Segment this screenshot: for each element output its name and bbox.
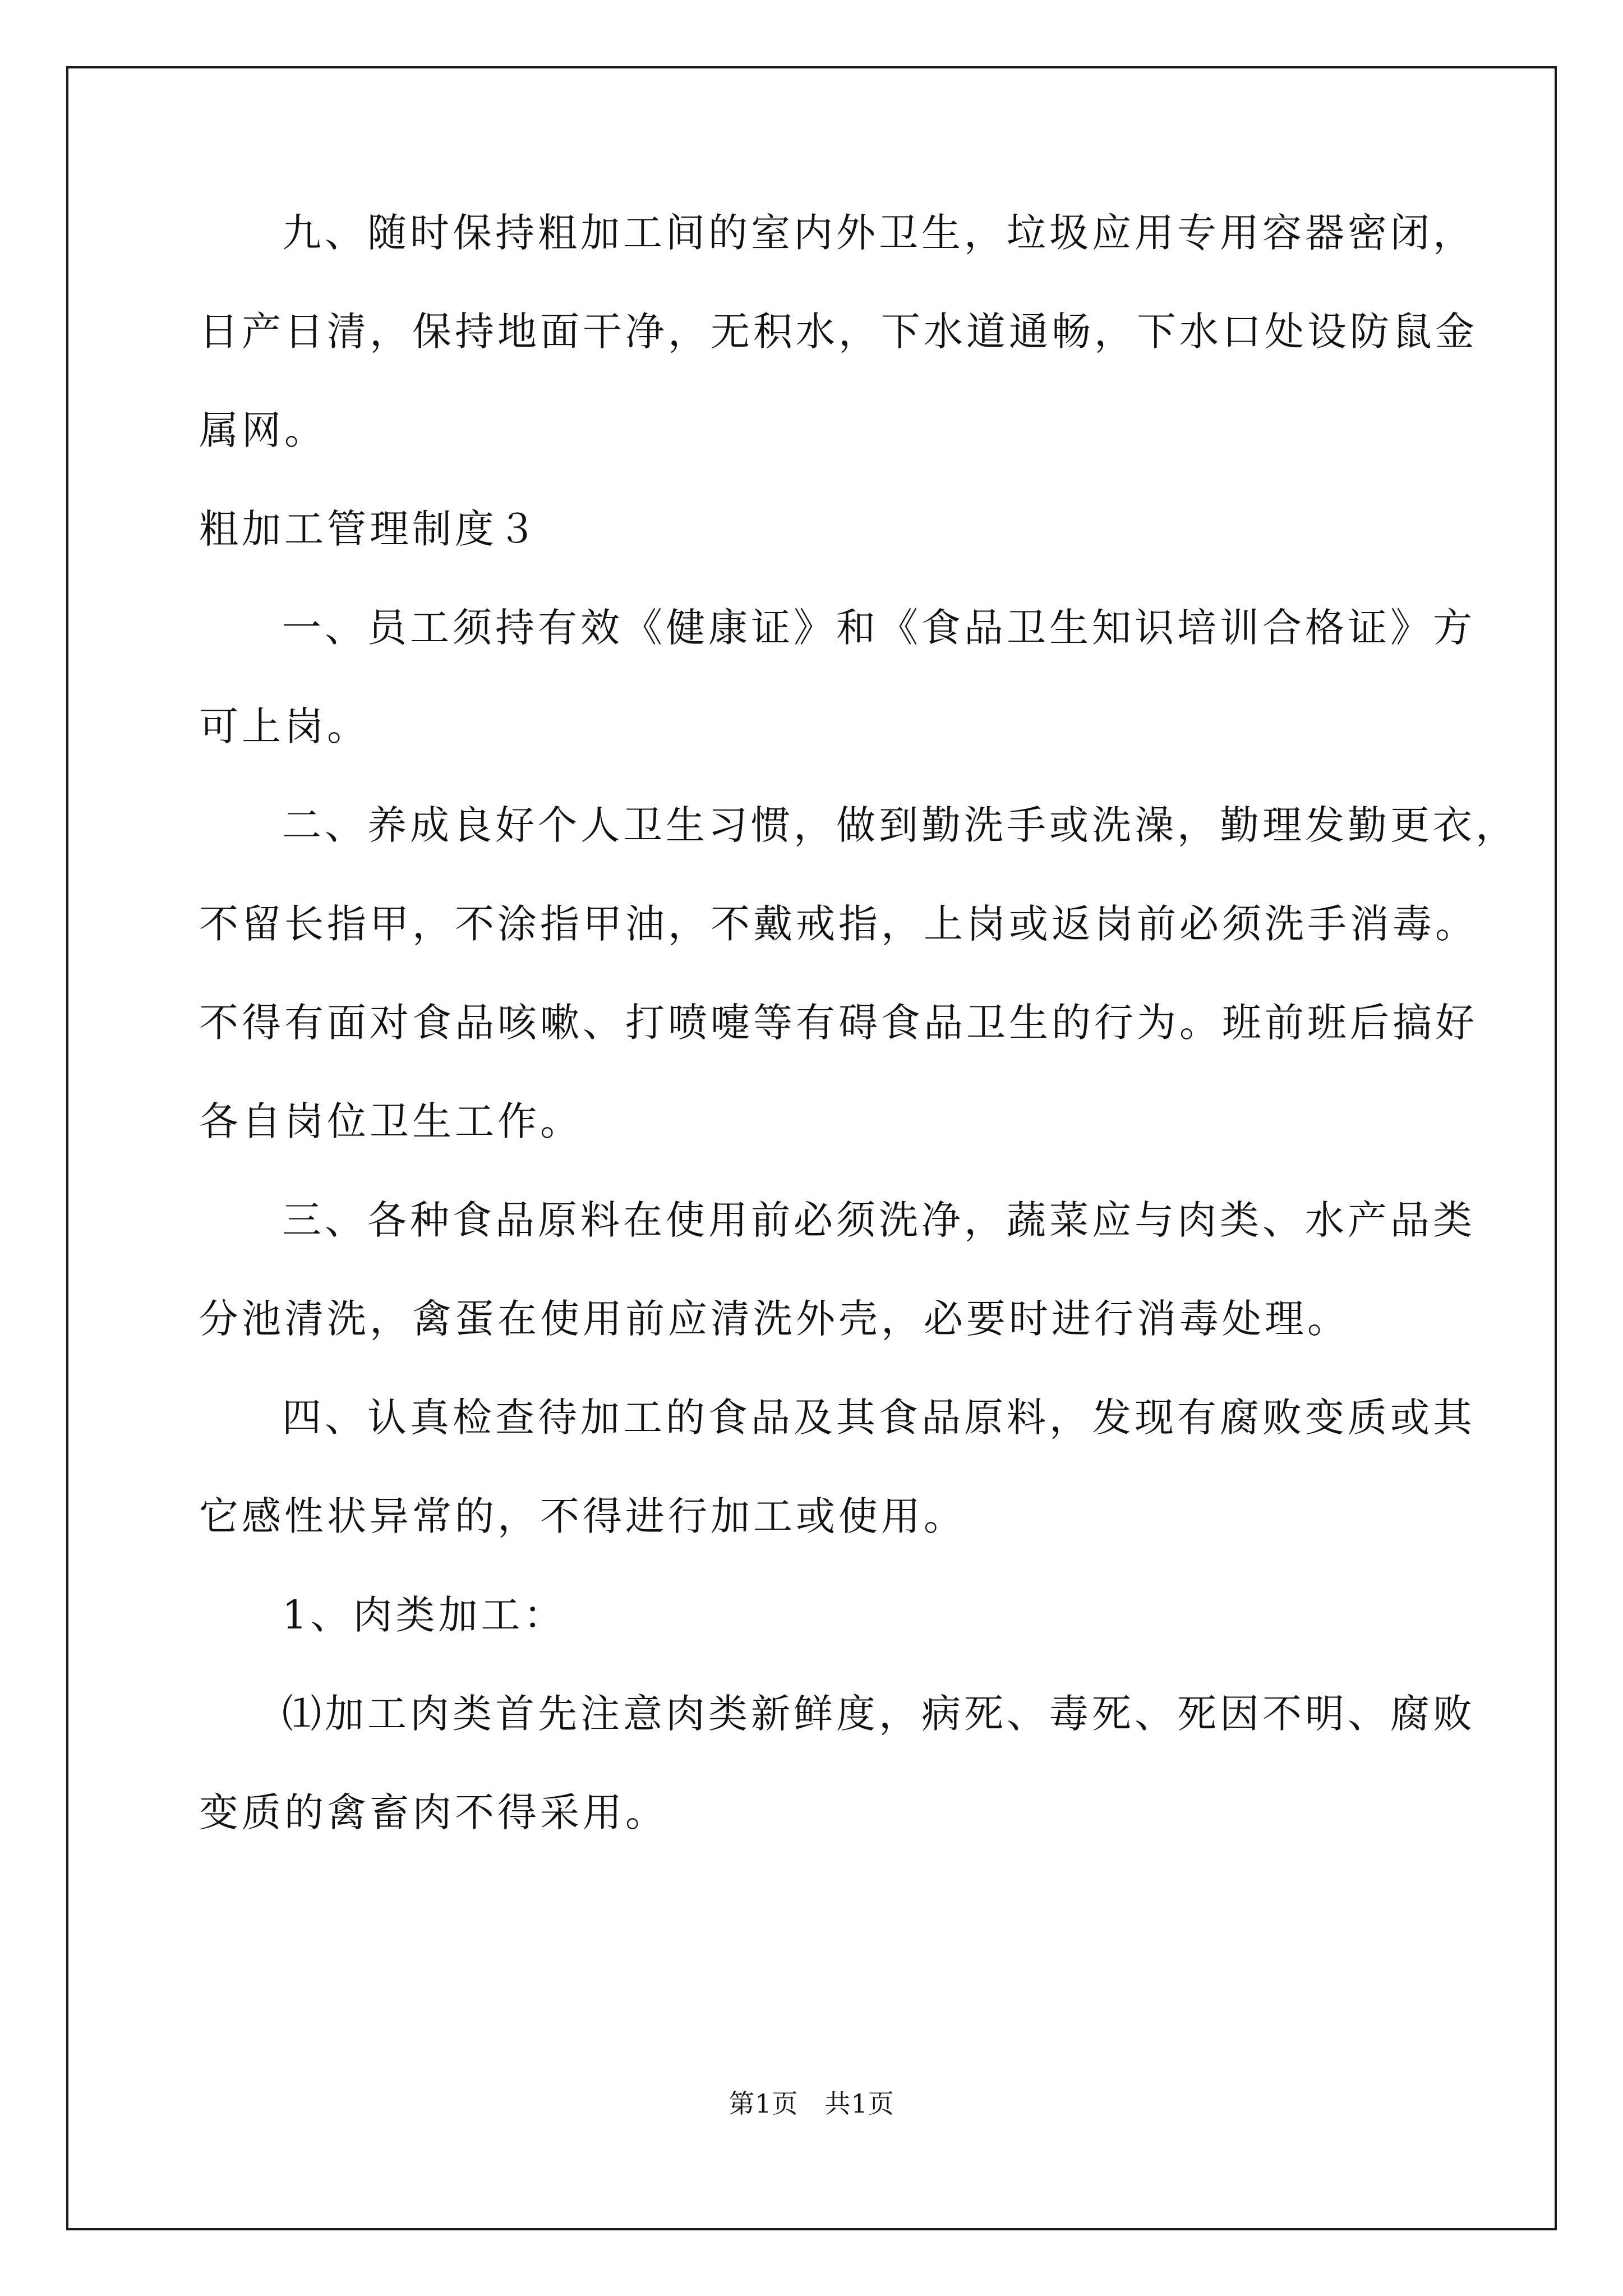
subitem-1-line-1: ⑴加工肉类首先注意肉类新鲜度，病死、毒死、死因不明、腐败 [282, 1691, 1476, 1737]
paragraph-9-line-3: 属网。 [199, 407, 327, 453]
item-2-line-3: 不得有面对食品咳嗽、打喷嚏等有碍食品卫生的行为。班前班后搞好 [199, 1000, 1478, 1046]
page-border [66, 66, 1557, 2230]
item-2-line-2: 不留长指甲，不涂指甲油，不戴戒指，上岗或返岗前必须洗手消毒。 [199, 901, 1478, 947]
paragraph-9-line-2: 日产日清，保持地面干净，无积水，下水道通畅，下水口处设防鼠金 [199, 309, 1478, 355]
section-heading: 粗加工管理制度３ [199, 506, 540, 552]
item-3-line-1: 三、各种食品原料在使用前必须洗净，蔬菜应与肉类、水产品类 [282, 1197, 1476, 1243]
item-3-line-2: 分池清洗，禽蛋在使用前应清洗外壳，必要时进行消毒处理。 [199, 1296, 1350, 1342]
paragraph-9-line-1: 九、随时保持粗加工间的室内外卫生，垃圾应用专用容器密闭， [282, 210, 1476, 256]
subitem-1-line-2: 变质的禽畜肉不得采用。 [199, 1789, 668, 1835]
item-4-line-2: 它感性状异常的，不得进行加工或使用。 [199, 1493, 966, 1539]
page-footer: 第1页 共1页 [728, 2088, 895, 2119]
item-2-line-4: 各自岗位卫生工作。 [199, 1098, 583, 1144]
subitem-heading: 1、肉类加工： [282, 1592, 566, 1638]
item-1-line-2: 可上岗。 [199, 703, 370, 749]
item-2-line-1: 二、养成良好个人卫生习惯，做到勤洗手或洗澡，勤理发勤更衣， [282, 802, 1518, 848]
item-1-line-1: 一、员工须持有效《健康证》和《食品卫生知识培训合格证》方 [282, 605, 1476, 651]
item-4-line-1: 四、认真检查待加工的食品及其食品原料，发现有腐败变质或其 [282, 1395, 1476, 1441]
